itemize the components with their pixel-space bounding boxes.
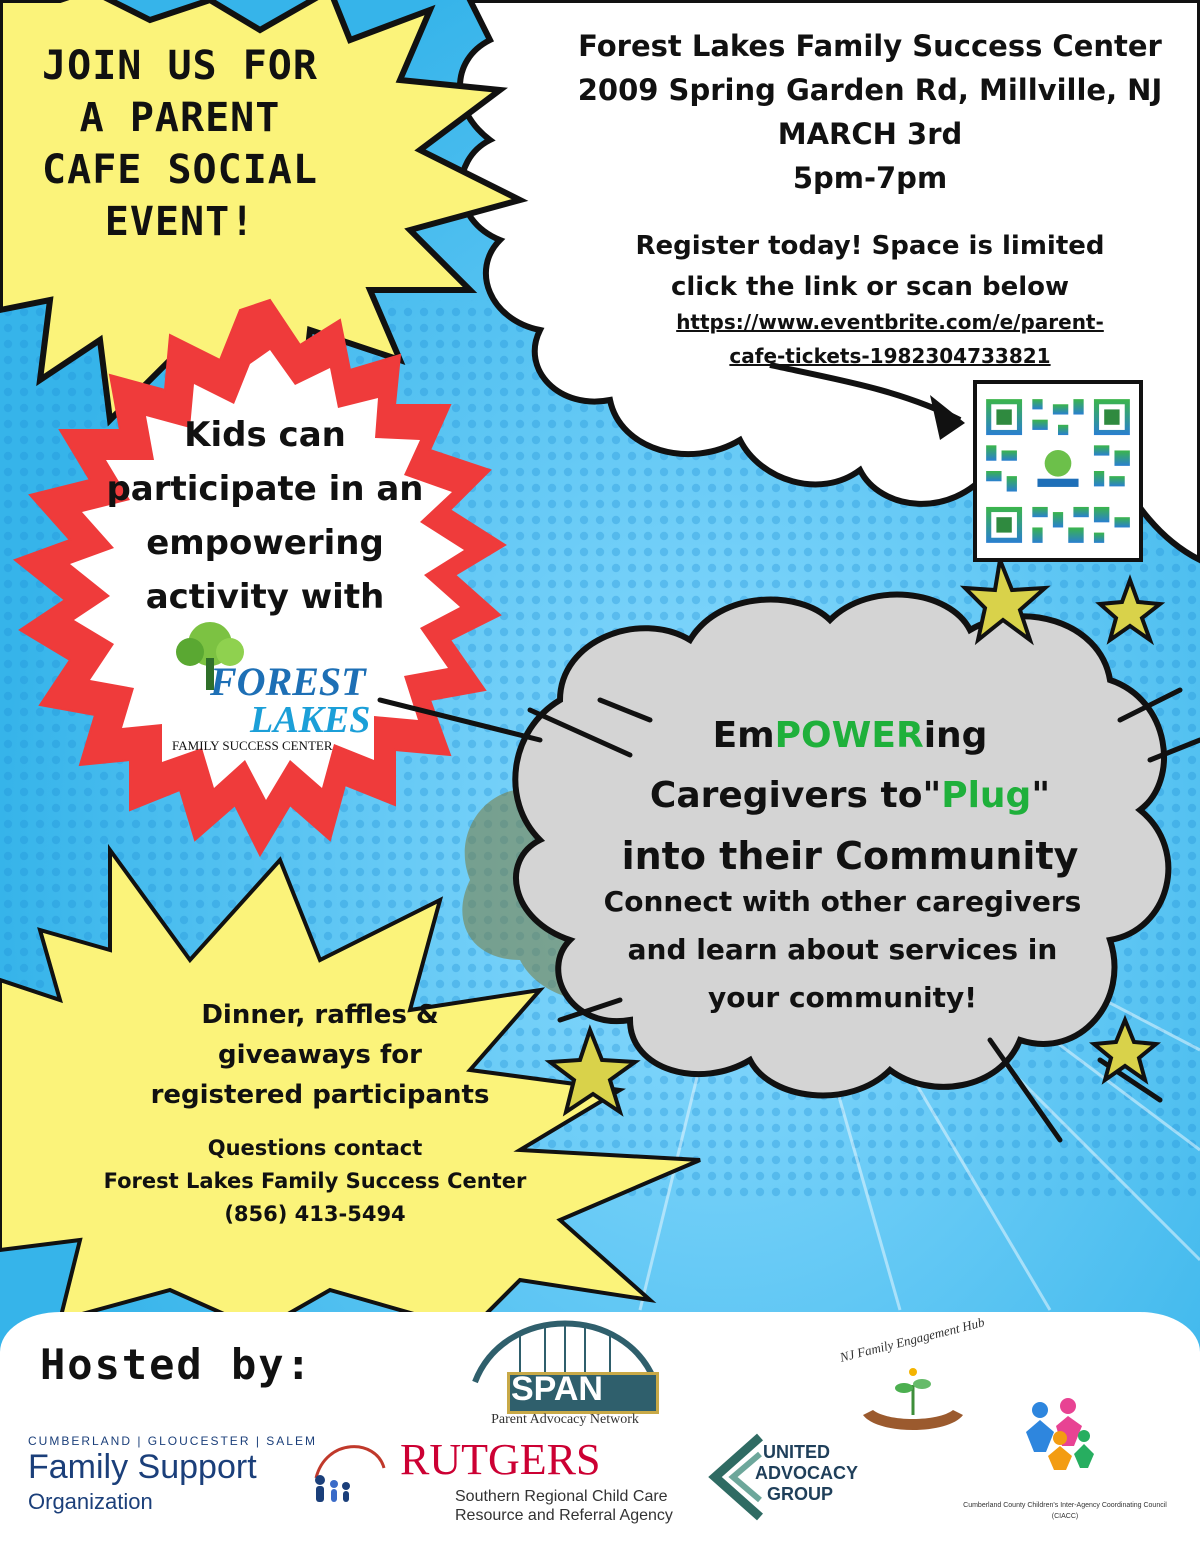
span-logo (465, 1314, 665, 1427)
uag-line-3: GROUP (767, 1484, 834, 1504)
event-date: MARCH 3rd (777, 117, 963, 151)
ciacc-logo (940, 1392, 1190, 1532)
rutgers-sub-1: Southern Regional Child Care (455, 1488, 668, 1505)
dinner-text (130, 995, 510, 1115)
fso-name: Family Support (28, 1448, 257, 1486)
dinner-line-3: registered participants (150, 1080, 490, 1110)
nj-hub-name: NJ Family Engagement Hub (838, 1314, 986, 1365)
caregivers-line: Caregivers to"Plug" (649, 775, 1051, 816)
kids-line-1: Kids can (184, 415, 346, 455)
kids-line-4: activity with (145, 577, 385, 617)
ciacc-name: Cumberland County Children's Inter-Agency Coordinating Council (963, 1502, 1167, 1509)
community-line: into their Community (621, 834, 1079, 878)
cloud-headline (590, 706, 1110, 886)
sponsor-footer (0, 1312, 1200, 1553)
questions-line: Questions contact (207, 1136, 423, 1160)
ciacc-abbrev: (CIACC) (1051, 1513, 1079, 1520)
forest-lakes-subtitle: FAMILY SUCCESS CENTER (172, 738, 333, 753)
questions-contact (90, 1132, 540, 1231)
uag-logo (705, 1432, 859, 1527)
children-figures-icon (1018, 1392, 1098, 1472)
plug-word: Plug (941, 775, 1032, 816)
register-line-2: click the link or scan below (670, 272, 1070, 302)
span-name: SPAN (511, 1370, 603, 1408)
span-subtitle: Parent Advocacy Network (491, 1412, 639, 1427)
power-word: POWER (774, 715, 924, 756)
kids-activity-text (80, 408, 450, 624)
rutgers-sub-2: Resource and Referral Agency (455, 1507, 673, 1524)
qr-code-icon (981, 388, 1135, 554)
fso-organization: Organization (28, 1489, 153, 1514)
dinner-line-2: giveaways for (218, 1040, 422, 1070)
rutgers-logo (400, 1434, 680, 1534)
contact-org: Forest Lakes Family Success Center (103, 1169, 527, 1193)
contact-phone: (856) 413-5494 (224, 1202, 406, 1226)
headline-line-3: CAFE SOCIAL (42, 147, 318, 193)
eventbrite-link[interactable] (600, 305, 1180, 373)
dinner-line-1: Dinner, raffles & (201, 1000, 439, 1030)
headline-line-2: A PARENT (79, 95, 281, 141)
cloud-connect-text (575, 878, 1110, 1022)
kids-line-3: empowering (146, 523, 384, 563)
connect-line-2: and learn about services in (627, 933, 1058, 966)
event-venue: Forest Lakes Family Success Center (578, 29, 1162, 63)
register-block (600, 226, 1140, 308)
event-time: 5pm-7pm (792, 161, 948, 195)
register-line-1: Register today! Space is limited (635, 231, 1105, 261)
people-icon (306, 1438, 386, 1508)
uag-line-1: UNITED (763, 1442, 830, 1462)
fso-counties: CUMBERLAND | GLOUCESTER | SALEM (28, 1434, 317, 1448)
forest-lakes-logo (160, 618, 370, 758)
connect-line-3: your community! (707, 981, 978, 1014)
lakes-word: LAKES (250, 699, 371, 741)
qr-code[interactable] (973, 380, 1143, 562)
uag-line-2: ADVOCACY (755, 1463, 859, 1483)
link-line-1: https://www.eventbrite.com/e/parent- (676, 310, 1104, 334)
kids-line-2: participate in an (106, 469, 424, 509)
link-line-2: cafe-tickets-1982304733821 (729, 344, 1051, 368)
event-address: 2009 Spring Garden Rd, Millville, NJ (577, 73, 1163, 107)
headline (20, 40, 340, 248)
connect-line-1: Connect with other caregivers (603, 885, 1082, 918)
event-details (560, 24, 1180, 200)
headline-line-4: EVENT! (104, 199, 256, 245)
forest-word: FOREST (210, 659, 366, 704)
rutgers-name: RUTGERS (400, 1435, 601, 1484)
empowering-line: EmPOWERing (712, 715, 988, 756)
headline-line-1: JOIN US FOR (42, 43, 318, 89)
hosted-by-label: Hosted by: (40, 1340, 313, 1389)
fso-logo (28, 1434, 388, 1514)
